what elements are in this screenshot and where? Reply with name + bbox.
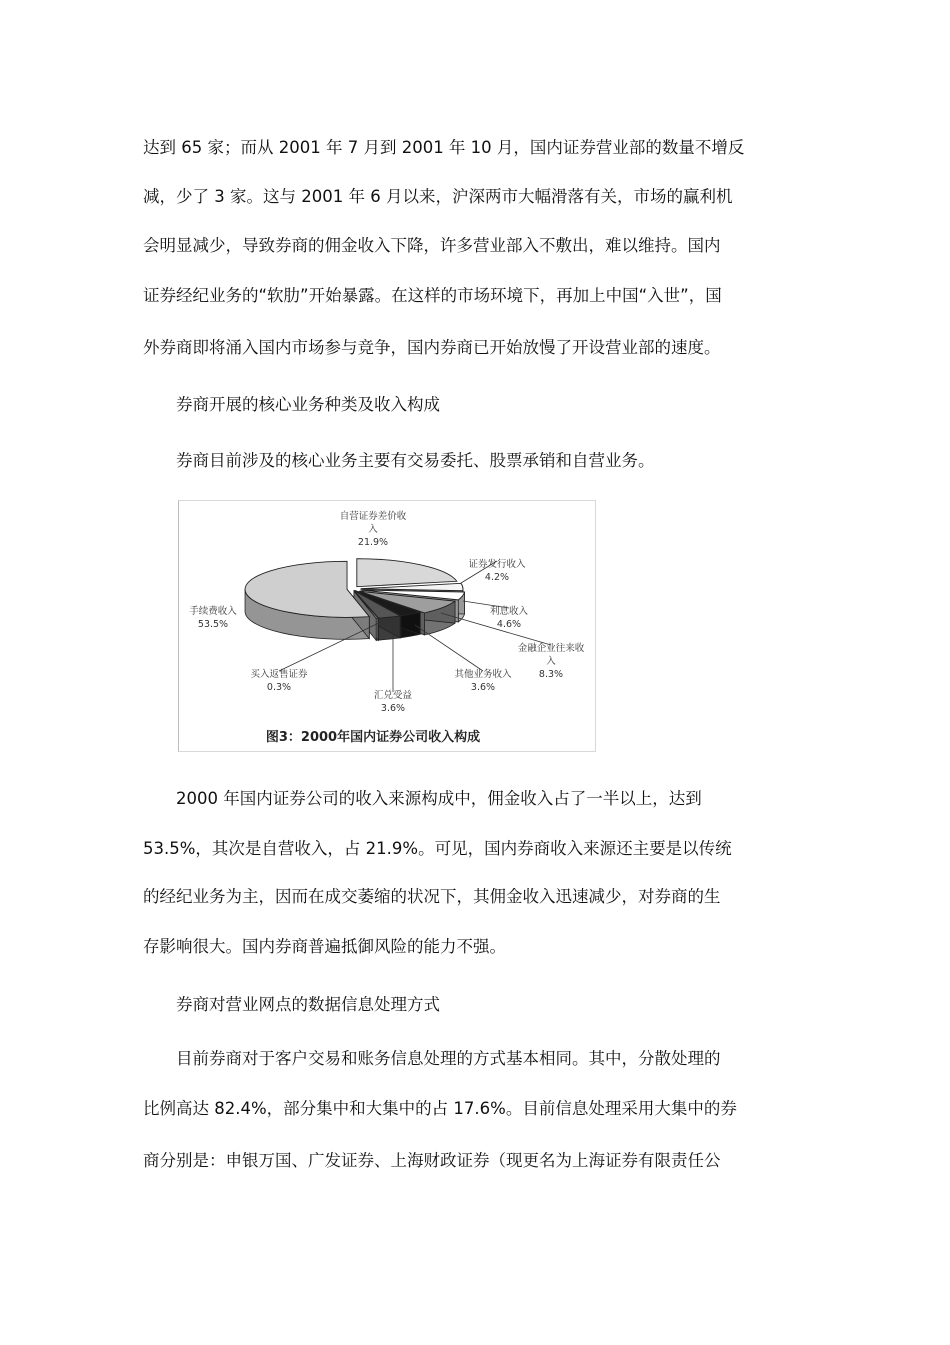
slice-name-label: 利息收入 — [489, 606, 529, 617]
slice-value-label: 3.6% — [470, 682, 496, 693]
pie-slice — [357, 559, 457, 587]
slice-name-label: 入 — [546, 656, 556, 667]
slice-value-label: 53.5% — [197, 619, 229, 630]
slice-name-label: 手续费收入 — [189, 606, 237, 617]
pie-chart-figure — [178, 500, 596, 752]
slice-name-label: 买入返售证券 — [250, 669, 308, 680]
slice-label — [189, 605, 237, 630]
text-line: 53.5%，其次是自营收入，占 21.9%。可见，国内券商收入来源还主要是以传统 — [143, 839, 732, 858]
slice-name-label: 汇兑受益 — [373, 690, 413, 701]
slice-label — [374, 689, 413, 714]
slice-value-label: 8.3% — [538, 669, 564, 680]
slice-label — [454, 668, 512, 693]
chart-title: 图3：2000年国内证券公司收入构成 — [265, 730, 481, 745]
leader-line — [415, 625, 483, 671]
text-line: 达到 65 家；而从 2001 年 7 月到 2001 年 10 月，国内证券营业部的数量不增反 — [143, 138, 745, 157]
text-line: 存影响很大。国内券商普遍抵御风险的能力不强。 — [143, 937, 506, 956]
slice-label — [468, 558, 526, 583]
slice-name-label: 入 — [368, 524, 378, 535]
slice-label — [250, 668, 308, 693]
slice-label — [490, 605, 529, 630]
slice-name-label: 证券发行收入 — [468, 559, 526, 570]
text-line: 的经纪业务为主，因而在成交萎缩的状况下，其佣金收入迅速减少，对券商的生 — [143, 887, 721, 906]
slice-value-label: 0.3% — [266, 682, 292, 693]
text-line: 会明显减少，导致券商的佣金收入下降，许多营业部入不敷出，难以维持。国内 — [143, 236, 721, 255]
section-heading: 券商开展的核心业务种类及收入构成 — [176, 395, 440, 414]
text-line: 比例高达 82.4%，部分集中和大集中的占 17.6%。目前信息处理采用大集中的券 — [143, 1099, 737, 1118]
text-line: 目前券商对于客户交易和账务信息处理的方式基本相同。其中，分散处理的 — [176, 1049, 721, 1068]
slice-value-label: 4.2% — [484, 572, 510, 583]
slice-label — [518, 642, 585, 680]
section-heading: 券商对营业网点的数据信息处理方式 — [176, 995, 440, 1014]
slice-name-label: 金融企业往来收 — [517, 643, 585, 654]
slice-value-label: 21.9% — [357, 537, 389, 548]
slice-value-label: 3.6% — [380, 703, 406, 714]
text-line: 减，少了 3 家。这与 2001 年 6 月以来，沪深两市大幅滑落有关，市场的赢利机 — [143, 187, 733, 206]
slice-name-label: 其他业务收入 — [454, 669, 512, 680]
text-line: 外券商即将涌入国内市场参与竞争，国内券商已开始放慢了开设营业部的速度。 — [143, 338, 721, 357]
slice-name-label: 自营证券差价收 — [339, 511, 407, 522]
slice-label — [340, 510, 407, 548]
text-line: 证券经纪业务的“软肋”开始暴露。在这样的市场环境下，再加上中国“入世”，国 — [143, 286, 722, 305]
pie-chart — [179, 501, 595, 751]
text-line: 2000 年国内证券公司的收入来源构成中，佣金收入占了一半以上，达到 — [176, 789, 702, 808]
text-line: 商分别是：申银万国、广发证券、上海财政证券（现更名为上海证券有限责任公 — [143, 1151, 721, 1170]
slice-value-label: 4.6% — [496, 619, 522, 630]
text-line: 券商目前涉及的核心业务主要有交易委托、股票承销和自营业务。 — [176, 451, 655, 470]
